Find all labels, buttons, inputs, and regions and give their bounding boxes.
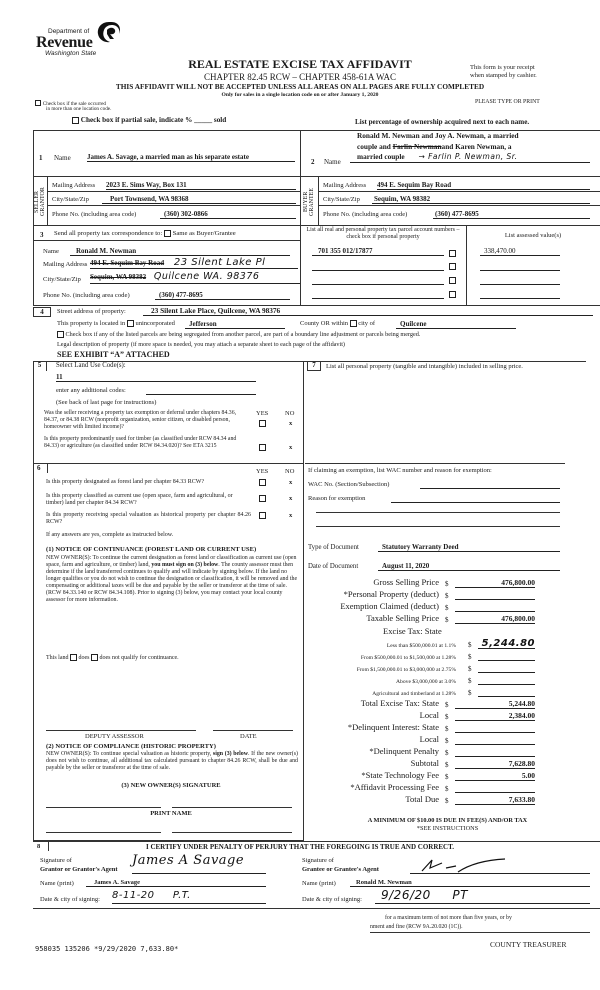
seller-side-label-1: SELLER [34, 191, 40, 213]
segregated-row [57, 331, 420, 338]
type-or-print: PLEASE TYPE OR PRINT [475, 99, 540, 105]
correspondence-address-struck: 494 E. Sequim Bay Road [90, 259, 165, 267]
assessed-value[interactable]: 338,470.00 [480, 247, 560, 256]
total-excise-state-row [305, 699, 535, 709]
land-use-yes-header: YES [256, 410, 269, 417]
tier4-row [305, 675, 535, 685]
grantee-sig-label-1: Signature of [302, 857, 334, 864]
form-subtitle: CHAPTER 82.45 RCW – CHAPTER 458-61A WAC [204, 72, 396, 82]
gross-selling-price-row [305, 578, 535, 588]
certify-statement: I CERTIFY UNDER PENALTY OF PERJURY THAT THE FOREGOING IS TRUE AND CORRECT. [145, 843, 454, 851]
land-use-instructions: (See back of last page for instructions) [56, 399, 157, 406]
personal-property-checkbox[interactable] [449, 250, 456, 257]
delinquent-state-label: *Delinquent Interest: State [347, 722, 439, 733]
additional-codes-input[interactable] [146, 386, 256, 395]
notice2-text-bold: sign (3) below [212, 751, 248, 757]
notice2-title: (2) NOTICE OF COMPLIANCE (HISTORIC PROPERTY) [46, 743, 216, 750]
seller-phone[interactable]: (360) 302-0866 [160, 210, 296, 219]
section6-question-2: Is this property classified as current use (open space, farm and agricultural, or timber) land per chapter 84.34 RCW? [46, 493, 233, 506]
seller-section-num: 1 [39, 154, 43, 162]
dollar-sign: $ [445, 700, 449, 709]
correspondence-phone[interactable]: (360) 477-8695 [155, 291, 290, 300]
section-4-number-box [33, 307, 51, 317]
county-or-label: County OR within [300, 320, 349, 327]
dollar-sign: $ [445, 615, 449, 624]
tier3-label: From $1,500,000.01 to $3,000,000 at 2.75% [356, 666, 456, 673]
correspondence-address[interactable] [90, 257, 298, 269]
minimum-note: A MINIMUM OF $10.00 IS DUE IN FEE(S) AND/OR TAX [367, 817, 528, 824]
buyer-name-line-2[interactable] [357, 143, 512, 151]
buyer-phone-label: Phone No. (including area code) [323, 211, 408, 218]
seller-address[interactable]: 2023 E. Sims Way, Box 131 [106, 181, 296, 190]
correspondence-address-handwritten: 23 Silent Lake Pl [173, 257, 266, 268]
section-5-number-box [33, 361, 47, 371]
grantor-name[interactable]: James A. Savage [86, 879, 266, 887]
receipt-note-2: when stamped by cashier. [470, 72, 537, 79]
tier3-row [305, 663, 535, 673]
section-6-num: 6 [37, 464, 41, 472]
grantee-signature-scribble [420, 854, 510, 874]
see-instructions: *SEE INSTRUCTIONS [416, 825, 479, 832]
parcel-number[interactable] [312, 289, 444, 299]
grantee-signature[interactable] [410, 854, 590, 874]
reason-input[interactable] [391, 494, 560, 503]
seller-side-label [34, 180, 47, 224]
county-value[interactable]: Jefferson [185, 320, 285, 329]
parcel-number[interactable]: 701 355 012/17877 [312, 247, 444, 256]
notice2-text-b: . If the new owner(s) does not wish to continue, all additional tax calculated pursuant to chapter 84.26 RCW, shall be due and payable by the seller or transferor at the time of sale. [46, 751, 298, 772]
land-use-q2-yes-checkbox[interactable] [259, 444, 266, 451]
buyer-side-label [303, 180, 317, 224]
partial-sale-row [72, 116, 226, 124]
buyer-city[interactable]: Sequim, WA 98382 [372, 195, 590, 204]
section6-q2-yes-checkbox[interactable] [259, 495, 266, 502]
state-technology-fee[interactable]: 5.00 [455, 771, 535, 781]
dollar-sign: $ [445, 772, 449, 781]
assessed-value[interactable] [480, 289, 560, 299]
partial-sale-checkbox[interactable] [72, 117, 79, 124]
exemption-claimed-deduct[interactable] [455, 602, 535, 612]
taxable-selling-price[interactable]: 476,800.00 [455, 614, 535, 624]
does-qualify-checkbox[interactable] [70, 654, 77, 661]
form-title: REAL ESTATE EXCISE TAX AFFIDAVIT [188, 57, 412, 71]
notice1-body [46, 555, 298, 605]
grantee-name-label: Name (print) [302, 880, 336, 887]
doc-type[interactable]: Statutory Warranty Deed [378, 543, 560, 552]
seller-address-label: Mailing Address [52, 182, 96, 189]
section6-q1-yes-checkbox[interactable] [259, 479, 266, 486]
gross-label: Gross Selling Price [373, 577, 439, 588]
buyer-name-line-2a: couple and [357, 142, 393, 151]
dollar-sign: $ [468, 652, 472, 661]
dollar-sign: $ [468, 676, 472, 685]
buyer-name-line-3-text: married couple [357, 152, 405, 161]
buyer-address-label: Mailing Address [323, 182, 367, 189]
seller-city[interactable]: Port Townsend, WA 98368 [102, 195, 296, 204]
buyer-address[interactable]: 494 E. Sequim Bay Road [377, 181, 590, 190]
buyer-side-label-2: GRANTEE [309, 188, 315, 216]
section-7-number-box [307, 361, 321, 371]
section6-no-header: NO [285, 468, 295, 475]
notice1-text-b: . The county assessor must then determine if the land transferred continues to qualify and will indicate by signing below. If the land no longer qualifies or you do not wish to continue the designation or classification, it will be removed and the compensating or additional taxes will be due and payable by the seller or transferor at the time of sale. (RCW 84.33.140 or RCW 84.34.108). Prior to signing (3) below, you may contact your local county assessor for more information. [46, 562, 298, 604]
total-due-label: Total Due [405, 794, 439, 805]
dollar-sign: $ [445, 760, 449, 769]
notice1-text-a: NEW OWNER(S): To continue the current designation as forest land or classification as current use (open space, farm and agriculture, or timber) land, [46, 555, 297, 569]
affidavit-fee-row [305, 783, 535, 793]
assessed-value[interactable] [480, 275, 560, 285]
notice1-text-bold: you must sign on (3) below [151, 562, 219, 569]
grantor-signature-text: James A Savage [132, 853, 245, 868]
land-use-no-header: NO [285, 410, 295, 417]
same-as-buyer-label: Same as Buyer/Grantee [172, 230, 236, 238]
correspondence-label [54, 230, 236, 238]
buyer-phone[interactable]: (360) 477-8695 [433, 210, 590, 219]
unincorporated-label: unincorporated [135, 320, 175, 327]
taxable-label: Taxable Selling Price [366, 613, 439, 624]
county-treasurer-label: COUNTY TREASURER [490, 940, 567, 949]
seller-phone-label: Phone No. (including area code) [52, 211, 137, 218]
buyer-section-num: 2 [311, 158, 315, 166]
correspondence-city-struck: Sequim, WA 98382 [90, 273, 147, 281]
grantor-date-label: Date & city of signing: [40, 896, 100, 903]
personal-property-row [305, 590, 535, 600]
land-use-section-num: 5 [37, 361, 42, 369]
tier1-tax[interactable]: 5,244.80 [478, 639, 535, 649]
does-not-label: does not qualify for continuance. [99, 654, 179, 661]
tier4-tax[interactable] [478, 675, 535, 685]
land-use-question-2: Is this property predominantly used for timber (as classified under RCW 84.34 and 84.33) or agriculture (as classified under RCW 84.34.020)? See ETA 3215 [44, 436, 237, 449]
subtotal-row [305, 759, 535, 769]
dollar-sign: $ [468, 688, 472, 697]
personal-property-label: List all personal property (tangible and intangible) included in selling price. [326, 363, 523, 370]
excise-state-label: Excise Tax: State [383, 626, 442, 636]
multi-location-label-1: Check box if the sale occurred [42, 101, 106, 107]
affidavit-fee-label: *Affidavit Processing Fee [350, 782, 439, 793]
correspondence-name[interactable]: Ronald M. Newman [70, 247, 290, 256]
dollar-sign: $ [445, 712, 449, 721]
dollar-sign: $ [445, 748, 449, 757]
assessed-value[interactable] [480, 261, 560, 271]
print-name-label: PRINT NAME [150, 810, 192, 817]
located-in-label: This property is located in [57, 320, 126, 327]
tier5-tax[interactable] [478, 687, 535, 697]
grantor-signature[interactable] [132, 854, 266, 874]
this-land-label: This land [46, 654, 69, 661]
grantor-sig-label-1: Signature of [40, 857, 72, 864]
correspondence-name-label: Name [43, 248, 59, 255]
seller-city-label: City/State/Zip [52, 196, 89, 203]
new-owner-signature-label: (3) NEW OWNER(S) SIGNATURE [121, 782, 221, 789]
legal-description[interactable]: SEE EXHIBIT “A” ATTACHED [57, 350, 170, 359]
land-use-q2-no-mark[interactable]: x [289, 444, 293, 451]
correspondence-phone-label: Phone No. (including area code) [43, 292, 130, 299]
buyer-name-line-2b: and Karen Newman, a [441, 142, 512, 151]
dollar-sign: $ [445, 603, 449, 612]
section6-question-3: Is this property receiving special valuation as historical property per chapter 84.26 RCW? [46, 512, 251, 525]
delinquent-local-label: Local [419, 734, 439, 745]
grantee-sig-label-2: Grantee or Grantee's Agent [302, 866, 379, 873]
dollar-sign: $ [445, 579, 449, 588]
grantor-name-label: Name (print) [40, 880, 74, 887]
partial-sale-label: Check box if partial sale, indicate % _____ sold [80, 116, 227, 124]
buyer-name-label: Name [324, 158, 341, 166]
subtotal[interactable]: 7,628.80 [455, 759, 535, 769]
section6-question-1: Is this property designated as forest land per chapter 84.33 RCW? [46, 479, 205, 485]
gross-selling-price[interactable]: 476,800.00 [455, 578, 535, 588]
city-value[interactable]: Quilcene [396, 320, 516, 329]
correspondence-address-label: Mailing Address [43, 261, 88, 268]
tier5-row [305, 687, 535, 697]
dollar-sign: $ [445, 724, 449, 733]
grantor-date-text: 8-11-20 P.T. [112, 890, 191, 901]
new-owner-signature-line [46, 807, 161, 808]
exemption-label: If claiming an exemption, list WAC number and reason for exemption: [308, 467, 492, 474]
section6-q2-no-mark[interactable]: x [289, 495, 293, 502]
dollar-sign: $ [445, 736, 449, 745]
delinquent-interest-local-row [305, 735, 535, 745]
notice2-text-a: NEW OWNER(S): To continue special valuation as historic property, [46, 751, 213, 757]
section7-num: 7 [312, 361, 316, 369]
dollar-sign: $ [445, 591, 449, 600]
penalty-label: *Delinquent Penalty [369, 746, 439, 757]
delinquent-penalty-row [305, 747, 535, 757]
dor-swoosh-icon [96, 20, 122, 44]
tier5-label: Agricultural and timberland at 1.28% [372, 690, 456, 697]
grantee-date-label: Date & city of signing: [302, 896, 362, 903]
tier1-row [305, 639, 535, 649]
parcel-number[interactable] [312, 275, 444, 285]
buyer-name-line-3[interactable] [350, 153, 590, 163]
buyer-side-label-1: BUYER [303, 191, 309, 213]
section6-yes-header: YES [256, 468, 269, 475]
land-use-q1-no-mark[interactable]: x [289, 420, 293, 427]
tier2-tax[interactable] [478, 651, 535, 661]
assessed-header: List assessed value(s) [504, 232, 562, 239]
segregated-note: Check box if any of the listed parcels are being segregated from another parcel, are part of a boundary line adjustment or parcels being merged. [65, 331, 421, 338]
grantor-sig-label-2: Grantor or Grantor's Agent [40, 866, 118, 873]
street-label: Street address of property: [57, 308, 126, 315]
notice1-title: (1) NOTICE OF CONTINUANCE (FOREST LAND OR CURRENT USE) [46, 546, 257, 553]
section6-q1-no-mark[interactable]: x [289, 479, 293, 486]
city-of-label: city of [358, 320, 376, 327]
deputy-assessor-label: DEPUTY ASSESSOR [85, 733, 144, 740]
dollar-sign: $ [468, 664, 472, 673]
subtotal-label: Subtotal [410, 758, 439, 769]
notice2-body [46, 751, 298, 772]
same-as-buyer-checkbox[interactable] [164, 230, 171, 237]
delinquent-interest-state-row [305, 723, 535, 733]
delinquent-interest-state[interactable] [455, 723, 535, 733]
logo-line-2: Revenue [36, 34, 93, 51]
ownership-note: List percentage of ownership acquired next to each name. [355, 118, 530, 126]
multi-location-checkbox[interactable] [35, 100, 41, 106]
correspondence-section-num: 3 [40, 231, 44, 239]
personal-property-checkbox[interactable] [449, 277, 456, 284]
dollar-sign: $ [468, 640, 472, 649]
property-street[interactable]: 23 Silent Lake Place, Quilcene, WA 98376 [143, 307, 593, 316]
tier3-tax[interactable] [478, 663, 535, 673]
section6-q3-no-mark[interactable]: x [289, 512, 293, 519]
dollar-sign: $ [445, 784, 449, 793]
personal-property-checkbox[interactable] [449, 263, 456, 270]
local-label: Local [419, 710, 439, 721]
doc-date-label: Date of Document [308, 563, 359, 570]
buyer-name-handwritten: → Farlin P. Newman, Sr. [418, 152, 518, 161]
doc-type-label: Type of Document [308, 544, 359, 551]
land-use-q1-yes-checkbox[interactable] [259, 420, 266, 427]
doc-date[interactable]: August 11, 2020 [378, 562, 560, 571]
grantee-date-city[interactable] [375, 889, 590, 904]
logo-line-3: Washington State [45, 50, 97, 57]
legal-desc-label: Legal description of property (if more space is needed, you may attach a separate sheet to each page of the affidavit) [57, 341, 345, 348]
located-in-row [57, 320, 175, 327]
total-due-row [305, 795, 535, 805]
city-of-row [300, 320, 375, 327]
parcel-number[interactable] [312, 261, 444, 271]
wac-input[interactable] [420, 480, 560, 489]
affidavit-processing-fee[interactable] [455, 783, 535, 793]
tier2-row [305, 651, 535, 661]
personal-label: *Personal Property (deduct) [343, 589, 439, 600]
exemption-claimed-row [305, 602, 535, 612]
does-not-qualify-checkbox[interactable] [91, 654, 98, 661]
land-use-label: Select Land Use Code(s): [56, 362, 126, 369]
correspondence-label-text: Send all property tax correspondence to: [54, 230, 163, 238]
section6-q3-yes-checkbox[interactable] [259, 512, 266, 519]
property-section-num: 4 [40, 308, 44, 316]
tier2-label: From $500,000.01 to $1,500,000 at 1.28% [360, 654, 456, 661]
total-state-label: Total Excise Tax: State [360, 698, 439, 709]
form-warning: THIS AFFIDAVIT WILL NOT BE ACCEPTED UNLESS ALL AREAS ON ALL PAGES ARE FULLY COMPLETED [115, 82, 485, 91]
multi-location-label-2: in more than one location code. [46, 106, 112, 112]
tech-fee-label: *State Technology Fee [361, 770, 439, 781]
additional-codes-label: enter any additional codes: [56, 387, 126, 394]
local-excise-row [305, 711, 535, 721]
does-label: does [78, 654, 90, 661]
land-use-question-1: Was the seller receiving a property tax exemption or deferral under chapters 84.36, 84.37, or 84.38 RCW (nonprofit organization, senior citizen, or disabled person, homeowner with limited income)? [44, 410, 237, 430]
city-checkbox[interactable] [350, 320, 357, 327]
personal-property-checkbox[interactable] [449, 291, 456, 298]
reason-label: Reason for exemption [308, 495, 366, 502]
correspondence-city-handwritten: Quilcene WA. 98376 [153, 271, 260, 282]
delinquent-penalty[interactable] [455, 747, 535, 757]
unincorporated-checkbox[interactable] [127, 320, 134, 327]
correspondence-city[interactable] [90, 272, 300, 284]
dollar-sign: $ [445, 796, 449, 805]
logo-line-1: Department of [48, 28, 90, 35]
delinquent-interest-local[interactable] [455, 735, 535, 745]
receipt-stamp: 958035 135206 *9/29/2020 7,633.80* [35, 945, 179, 953]
seller-name[interactable]: James A. Savage, a married man as his separate estate [87, 153, 295, 162]
form-only-for: Only for sales in a single location code on or after January 1, 2020 [221, 92, 379, 98]
taxable-selling-price-row [305, 614, 535, 624]
section6-if-yes: If any answers are yes, complete as instructed below. [46, 532, 174, 538]
certify-section-num: 8 [37, 843, 41, 850]
grantor-date-city[interactable] [112, 890, 266, 904]
total-due[interactable]: 7,633.80 [455, 795, 535, 805]
local-excise[interactable]: 2,384.00 [455, 711, 535, 721]
seller-side-label-2: GRANTOR [40, 187, 46, 217]
wac-label: WAC No. (Section/Subsection) [308, 481, 390, 488]
tier1-label: Less than $500,000.01 at 1.1% [386, 642, 456, 649]
receipt-note-1: This form is your receipt [470, 64, 535, 71]
continuance-row [46, 654, 179, 662]
penalty-note-1: for a maximum term of not more than five years, or by [385, 915, 512, 921]
buyer-name-line-1[interactable]: Ronald M. Newman and Joy A. Newman, a married [357, 131, 519, 140]
buyer-name-struck: Farlin Newman [392, 142, 442, 151]
exemption-claimed-label: Exemption Claimed (deduct) [340, 601, 439, 612]
personal-property-deduct[interactable] [455, 590, 535, 600]
tier4-label: Above $3,000,000 at 3.0% [396, 678, 456, 685]
buyer-city-label: City/State/Zip [323, 196, 360, 203]
penalty-note-2: nment and fine (RCW 9A.20.020 (1C)). [370, 924, 463, 930]
total-excise-state[interactable]: 5,244.80 [455, 699, 535, 709]
land-use-code[interactable]: 11 [56, 373, 256, 382]
grantee-name[interactable]: Ronald M. Newman [350, 879, 590, 887]
assessor-date-label: DATE [240, 733, 257, 740]
grantee-date-text: 9/26/20 PT [381, 888, 468, 902]
correspondence-city-label: City/State/Zip [43, 276, 81, 283]
segregated-checkbox[interactable] [57, 331, 64, 338]
seller-name-label: Name [54, 154, 71, 162]
parcels-header: List all real and personal property tax parcel account numbers – check box if personal property [306, 227, 460, 241]
tech-fee-row [305, 771, 535, 781]
